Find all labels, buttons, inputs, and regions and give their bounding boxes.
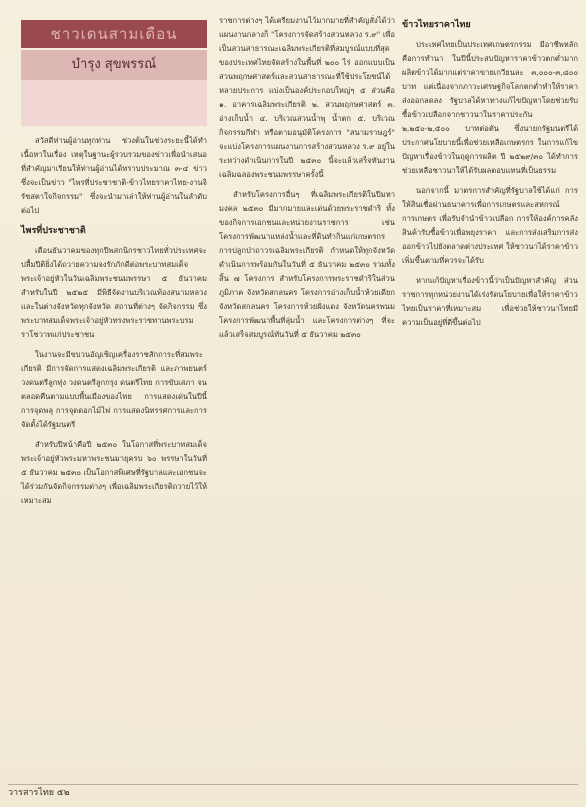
- paragraph: นอกจากนี้ มาตรการสำคัญที่รัฐบาลใช้ได้แก่ การให้สินเชื่อผ่านธนาคารเพื่อการเกษตรและสหกรณ์การเกษตร เพื่อรับจำนำข้าวเปลือก การให้องค์การคลังสินค้ารับซื้อข้าวเพื่อพยุงราคา และการส่งเสริมการส่งออกข้าวไปยังตลาดต่างประเทศ ให้ชาวนาได้ราคาข้าวเพิ่มขึ้นตามที่ควรจะได้รับ: [402, 186, 578, 265]
- subheading-rice: ข้าวไทยราคาไทย: [402, 20, 471, 30]
- section-title: ชาวเดนสามเดือน: [50, 25, 178, 43]
- page-footer: วารสารไทย ๕๒: [8, 788, 70, 798]
- author-band: [21, 50, 207, 80]
- paragraph: สวัสดีท่านผู้อ่านทุกท่าน ช่วงต้นในช่วงระยะนี้ได้ทำเนื้อหาในเรื่อง เหตุในฐานะผู้รวบรวมของข่าวเพื่อนำเสนอที่สำคัญมาเรียนให้ท่านผู้อ่านได้ทราบประมาณ ๓-๔ ข่าว ซึ่งจะเป็นข่าว "ไพรที่ประชาชาติ-ข้าวไทยราคาไทย-งานจิรัชสตาใจกิจกรรม" ซึ่งจะนำมาเล่าให้ท่านผู้อ่านในลำดับต่อไป: [21, 136, 207, 215]
- paragraph: สำหรับปีหน้าคือปี ๒๕๓๐ ในโอกาสที่พระบาทสมเด็จพระเจ้าอยู่หัวพระมหาพระชนมายุครบ ๖๐ พรรษาในวันที่ ๕ ธันวาคม ๒๕๓๐ เป็นโอกาสพิเศษที่รัฐบาลและเอกชนจะได้ร่วมกันจัดกิจกรรมต่างๆ เพื่อเฉลิมพระเกียรติถวายไว้ให้เหมาะสม: [21, 440, 207, 505]
- column-middle: [219, 14, 395, 348]
- paragraph: หากแก้ปัญหาเรื่องข้าวนี้ว่าเป็นปัญหาสำคัญ ส่วนราชการทุกหน่วยงานได้เร่งรัดนโยบายเพื่อให้ราคาข้าวไทยเป็นราคาที่เหมาะสม เพื่อช่วยให้ชาวนาไทยมีความเป็นอยู่ที่ดีขึ้นต่อไป: [402, 276, 578, 327]
- paragraph: ในงานจะมีขบวนอัญเชิญเครื่องราชสักการะที่สมพระเกียรติ มีการจัดการแสดงเฉลิมพระเกียรติ และภาพยนตร์ วงดนตรีลูกทุ่ง วงดนตรีลูกกรุง ดนตรีไทย การขับเสภา จนตลอดคืนตามแบบพื้นเมืองของไทย การแสดงเด่นในปีนี้ การจุดพลุ การจุดดอกไม้ไฟ การแสดงนิทรรศการและการจัดตั้งได้รัฐมนตรี: [21, 350, 207, 429]
- section-title-band: [21, 20, 207, 48]
- intro-shade: [21, 80, 207, 126]
- paragraph: สำหรับโครงการอื่นๆ ที่เฉลิมพระเกียรติในปีมหามงคล ๒๕๓๐ มีมากมายและเด่นด้วยพระราชดำริ ทั้งของกิจการเอกชนและหน่วยงานราชการ เช่น โครงการพัฒนาแหล่งน้ำและที่ดินทำกินแก่เกษตรกร การปลูกป่าถาวรเฉลิมพระเกียรติ กำหนดให้ทุกจังหวัดดำเนินการพร้อมกันในวันที่ ๕ ธันวาคม ๒๕๓๐ รวมทั้งสิ้น ๗ โครงการ สำหรับโครงการพระราชดำริในส่วนภูมิภาค จังหวัดสกลนคร โครงการอ่างเก็บน้ำห้วยเดียก จังหวัดสกลนคร โครงการห้วยฝั่งแดง จังหวัดนครพนม โครงการพัฒนาพื้นที่ลุ่มน้ำ และโครงการต่างๆ ที่จะแล้วเสร็จสมบูรณ์ทันวันที่ ๕ ธันวาคม ๒๕๓๐: [219, 190, 395, 339]
- paragraph: ราชการต่างๆ ได้เตรียมงานไว้มากมายที่สำคัญสั่งได้ว่าแผนงานกลางก็ "โครงการจัดสร้างสวนหลวง ร.๙" เพื่อเป็นสวนสาธารณะเฉลิมพระเกียรติที่สมบูรณ์แบบที่สุดของประเทศไทยจัดสร้างในพื้นที่ ๒๐๐ ไร่ ออกแบบเป็นสวนพฤกษศาสตร์และสวนสาธารณะที่ใช้ประโยชน์ได้หลายประการ แบ่งเป็นองค์ประกอบใหญ่ๆ ๕ ส่วนคือ ๑. อาคารเฉลิมพระเกียรติ ๒. สวนพฤกษศาสตร์ ๓. อ่างเก็บน้ำ ๔. บริเวณสวนน้ำพุ น้ำตก ๕. บริเวณกิจกรรมกีฬา หรือตามอนุมัติโครงการ "สนามราษฎร์" จะแบ่งโครงการแผนงานการสร้างสวนหลวง ร.๙ อยู่ในระหว่างดำเนินการในปี ๒๕๓๐ นี้จะแล้วเสร็จทันงานเฉลิมฉลองพระชนมพรรษาครั้งนี้: [219, 16, 395, 179]
- article-header: [21, 14, 207, 126]
- column-left: [21, 14, 207, 514]
- paragraph: เดือนธันวาคมของทุกปีพสกนิกรชาวไทยทั่วประเทศจะปลื้มปีติยิ่งได้ถวายความจงรักภักดีต่อพระบาทสมเด็จพระเจ้าอยู่หัวในวันเฉลิมพระชนมพรรษา ๕ ธันวาคม สำหรับในปี ๒๕๒๕ มีพิธีจัดงานบริเวณท้องสนามหลวงและในต่างจังหวัดทุกจังหวัด สถานที่ต่างๆ จัดกิจกรรม ซึ่งพระบาทสมเด็จพระเจ้าอยู่หัวทรงพระราชทานพระบรมราโชวาทแก่ประชาชน: [21, 246, 207, 339]
- paragraph: ประเทศไทยเป็นประเทศเกษตรกรรม มีอาชีพหลักคือการทำนา ในปีนี้ประสบปัญหาราคาข้าวตกต่ำมาก ผลิตข้าวได้มากแต่ราคาขายเกวียนละ ๓,๐๐๐-๓,๘๐๐ บาท แต่เนื่องจากภาวะเศรษฐกิจโลกตกต่ำทำให้ราคาส่งออกลดลง รัฐบาลได้หาทางแก้ไขปัญหาโดยช่วยรับซื้อข้าวเปลือกจากชาวนาในราคาประกัน ๒,๒๕๐-๒,๕๐๐ บาทต่อตัน ซึ่งนายกรัฐมนตรีได้ประกาศนโยบายนี้เพื่อช่วยเหลือเกษตรกร ในการแก้ไขปัญหาเรื่องข้าวในฤดูการผลิต ปี ๒๕๒๙/๓๐ ได้ทำการช่วยเหลือชาวนาให้ได้รับผลตอบแทนที่เป็นธรรม: [402, 40, 578, 175]
- footer-rule: [8, 784, 578, 785]
- subheading-palace: ไพรที่ประชาชาติ: [21, 226, 86, 236]
- author-name: บำรุง สุขพรรณ์: [71, 57, 157, 72]
- column-right: [402, 14, 578, 336]
